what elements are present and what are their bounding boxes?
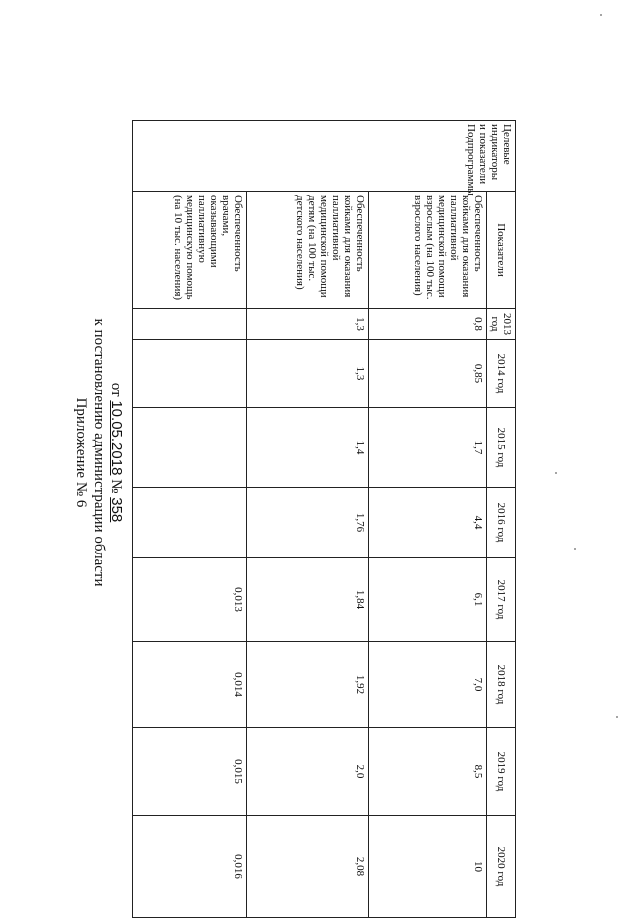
value-cell: 0,014 <box>133 642 247 728</box>
year-header: 2019 год <box>487 728 516 816</box>
year-header: 2016 год <box>487 488 516 558</box>
indicators-header: Показатели <box>487 192 516 309</box>
indicators-table <box>132 120 516 918</box>
year-header: 2017 год <box>487 558 516 642</box>
value-cell: 1,3 <box>247 309 369 340</box>
value-cell: 1,4 <box>247 408 369 488</box>
indicator-label: Обеспеченность койками для оказания паллиативной медицинской помощи детям (на 100 тыс. детского населения) <box>247 192 369 309</box>
table-row <box>369 121 487 918</box>
scan-speck <box>600 14 602 16</box>
value-cell: 8,5 <box>369 728 487 816</box>
value-cell <box>133 309 247 340</box>
value-cell: 10 <box>369 816 487 918</box>
year-header: 2014 год <box>487 340 516 408</box>
year-header: 2018 год <box>487 642 516 728</box>
value-cell: 2,08 <box>247 816 369 918</box>
value-cell: 6,1 <box>369 558 487 642</box>
value-cell: 1,84 <box>247 558 369 642</box>
date-prefix: от <box>108 382 124 397</box>
target-indicators-cell: Целевые индикаторы и показатели Подпрограммы <box>133 121 516 192</box>
value-cell: 0,8 <box>369 309 487 340</box>
year-header: 2015 год <box>487 408 516 488</box>
scan-speck <box>574 548 576 550</box>
table-row <box>133 121 247 918</box>
value-cell: 2,0 <box>247 728 369 816</box>
value-cell: 1,3 <box>247 340 369 408</box>
indicator-label: Обеспеченность врачами, оказывающими паллиативную медицинскую помощь (на 10 тыс. населения) <box>133 192 247 309</box>
indicator-label: Обеспеченность койками для оказания паллиативной медицинской помощи взрослым (на 100 тыс. взрослого населения) <box>369 192 487 309</box>
value-cell: 4,4 <box>369 488 487 558</box>
resolution-number: 358 <box>108 497 125 523</box>
value-cell <box>133 408 247 488</box>
resolution-line: к постановлению администрации области <box>91 318 107 587</box>
resolution-date: 10.05.2018 <box>108 400 125 476</box>
value-cell <box>133 340 247 408</box>
number-prefix: № <box>108 479 124 494</box>
resolution-date-line <box>107 0 125 905</box>
scan-speck <box>616 716 618 718</box>
appendix-title: Приложение № 6 <box>73 397 89 508</box>
value-cell: 1,76 <box>247 488 369 558</box>
value-cell: 0,015 <box>133 728 247 816</box>
year-header: 2013 год <box>487 309 516 340</box>
value-cell: 0,016 <box>133 816 247 918</box>
value-cell: 0,013 <box>133 558 247 642</box>
value-cell: 7,0 <box>369 642 487 728</box>
scan-speck <box>555 472 557 474</box>
table-row <box>247 121 369 918</box>
value-cell: 1,92 <box>247 642 369 728</box>
value-cell <box>133 488 247 558</box>
value-cell: 0,85 <box>369 340 487 408</box>
value-cell: 1,7 <box>369 408 487 488</box>
header-row <box>487 121 516 918</box>
year-header: 2020 год <box>487 816 516 918</box>
